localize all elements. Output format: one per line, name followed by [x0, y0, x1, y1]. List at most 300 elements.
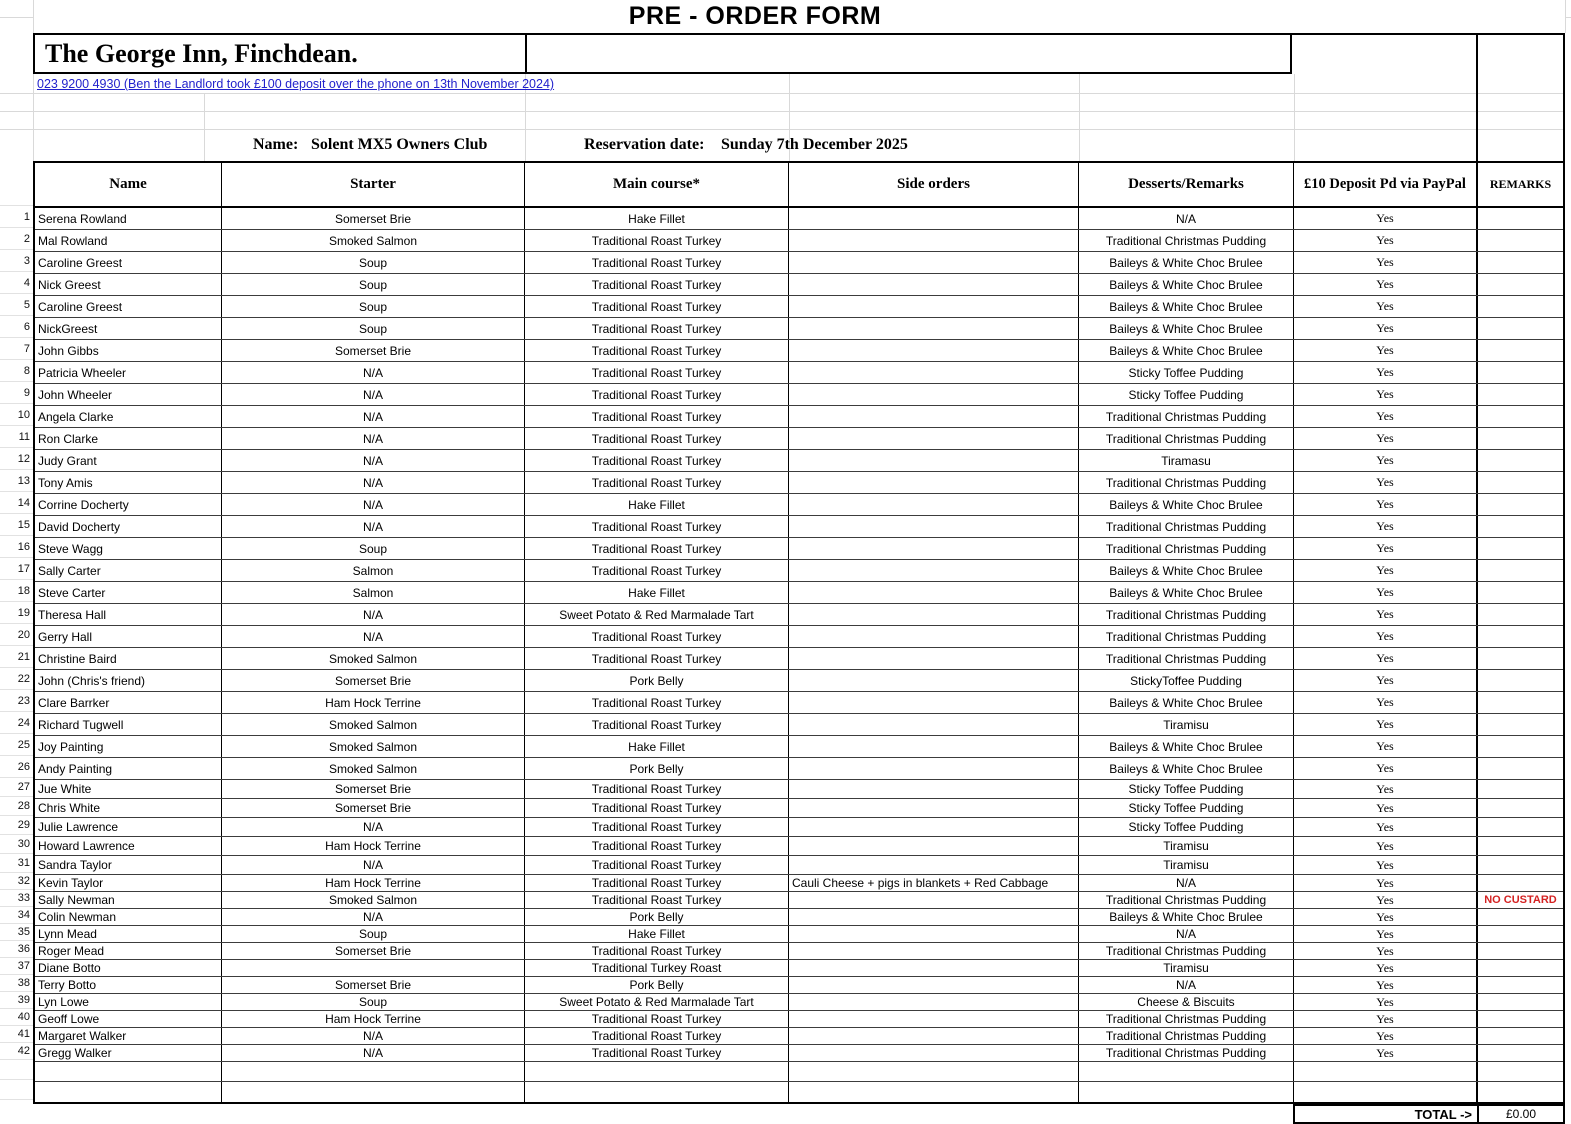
cell-remarks[interactable] — [1476, 1011, 1563, 1027]
cell-starter[interactable]: Smoked Salmon — [222, 230, 525, 251]
cell-remarks[interactable] — [1476, 626, 1563, 647]
cell-dessert[interactable]: Tiramisu — [1079, 837, 1294, 855]
cell-dessert[interactable]: Tiramisu — [1079, 714, 1294, 735]
cell-side-orders[interactable] — [789, 252, 1079, 273]
cell-side-orders[interactable] — [789, 943, 1079, 959]
cell-side-orders[interactable] — [789, 582, 1079, 603]
cell-remarks[interactable] — [1476, 538, 1563, 559]
cell-dessert[interactable]: Baileys & White Choc Brulee — [1079, 692, 1294, 713]
cell-main-course[interactable]: Hake Fillet — [525, 582, 789, 603]
cell-deposit[interactable]: Yes — [1376, 299, 1394, 313]
cell-dessert[interactable]: Traditional Christmas Pudding — [1079, 516, 1294, 537]
cell-deposit[interactable]: Yes — [1376, 629, 1394, 643]
cell-remarks[interactable] — [1476, 428, 1563, 449]
cell-name[interactable]: Angela Clarke — [35, 406, 222, 427]
cell-side-orders[interactable] — [789, 230, 1079, 251]
cell-name[interactable]: Gregg Walker — [35, 1045, 222, 1061]
total-value-cell[interactable]: £0.00 — [1477, 1104, 1565, 1124]
cell-starter[interactable]: Somerset Brie — [222, 780, 525, 798]
cell-dessert[interactable]: N/A — [1079, 977, 1294, 993]
cell-starter[interactable]: Somerset Brie — [222, 977, 525, 993]
cell-remarks[interactable] — [1476, 837, 1563, 855]
cell-name[interactable] — [35, 1082, 222, 1102]
cell-main-course[interactable]: Traditional Roast Turkey — [525, 516, 789, 537]
cell-side-orders[interactable] — [789, 604, 1079, 625]
cell-main-course[interactable]: Traditional Roast Turkey — [525, 875, 789, 891]
cell-name[interactable]: John Gibbs — [35, 340, 222, 361]
cell-starter[interactable]: Soup — [222, 296, 525, 317]
cell-dessert[interactable]: Sticky Toffee Pudding — [1079, 780, 1294, 798]
cell-deposit[interactable]: Yes — [1376, 717, 1394, 731]
cell-name[interactable]: Jue White — [35, 780, 222, 798]
cell-main-course[interactable]: Traditional Roast Turkey — [525, 1028, 789, 1044]
cell-name[interactable]: Ron Clarke — [35, 428, 222, 449]
cell-name[interactable]: Gerry Hall — [35, 626, 222, 647]
cell-starter[interactable]: N/A — [222, 450, 525, 471]
cell-name[interactable]: Judy Grant — [35, 450, 222, 471]
cell-main-course[interactable]: Pork Belly — [525, 670, 789, 691]
cell-dessert[interactable]: Traditional Christmas Pudding — [1079, 428, 1294, 449]
cell-name[interactable]: Mal Rowland — [35, 230, 222, 251]
cell-remarks[interactable] — [1476, 799, 1563, 817]
cell-name[interactable]: Clare Barrker — [35, 692, 222, 713]
cell-starter[interactable]: Smoked Salmon — [222, 892, 525, 908]
cell-remarks[interactable] — [1476, 296, 1563, 317]
cell-remarks[interactable] — [1476, 818, 1563, 836]
cell-name[interactable]: Howard Lawrence — [35, 837, 222, 855]
cell-deposit[interactable]: Yes — [1376, 563, 1394, 577]
cell-starter[interactable]: Soup — [222, 926, 525, 942]
cell-deposit[interactable]: Yes — [1376, 819, 1394, 834]
reservation-date-value[interactable]: Sunday 7th December 2025 — [721, 136, 908, 153]
cell-name[interactable]: Terry Botto — [35, 977, 222, 993]
cell-remarks[interactable] — [1476, 472, 1563, 493]
cell-main-course[interactable]: Traditional Roast Turkey — [525, 856, 789, 874]
cell-side-orders[interactable] — [789, 714, 1079, 735]
cell-name[interactable]: NickGreest — [35, 318, 222, 339]
cell-main-course[interactable]: Traditional Roast Turkey — [525, 318, 789, 339]
cell-main-course[interactable]: Sweet Potato & Red Marmalade Tart — [525, 994, 789, 1010]
cell-deposit[interactable]: Yes — [1376, 761, 1394, 775]
cell-main-course[interactable]: Traditional Roast Turkey — [525, 1045, 789, 1061]
cell-remarks[interactable] — [1476, 714, 1563, 735]
cell-side-orders[interactable] — [789, 799, 1079, 817]
cell-remarks[interactable] — [1476, 692, 1563, 713]
cell-side-orders[interactable] — [789, 960, 1079, 976]
cell-starter[interactable]: N/A — [222, 604, 525, 625]
cell-name[interactable]: Caroline Greest — [35, 296, 222, 317]
cell-name[interactable]: Tony Amis — [35, 472, 222, 493]
cell-name[interactable]: Steve Wagg — [35, 538, 222, 559]
cell-main-course[interactable]: Traditional Roast Turkey — [525, 450, 789, 471]
cell-main-course[interactable]: Hake Fillet — [525, 736, 789, 757]
cell-name[interactable]: Serena Rowland — [35, 208, 222, 229]
cell-dessert[interactable]: Sticky Toffee Pudding — [1079, 818, 1294, 836]
cell-dessert[interactable]: Sticky Toffee Pudding — [1079, 384, 1294, 405]
cell-remarks[interactable] — [1476, 977, 1563, 993]
cell-main-course[interactable]: Traditional Turkey Roast — [525, 960, 789, 976]
cell-dessert[interactable]: Baileys & White Choc Brulee — [1079, 758, 1294, 779]
cell-remarks[interactable] — [1476, 648, 1563, 669]
cell-remarks[interactable] — [1476, 780, 1563, 798]
cell-deposit[interactable]: Yes — [1376, 1011, 1394, 1026]
cell-starter[interactable]: N/A — [222, 516, 525, 537]
cell-remarks[interactable] — [1476, 252, 1563, 273]
cell-remarks[interactable] — [1476, 960, 1563, 976]
cell-name[interactable]: Theresa Hall — [35, 604, 222, 625]
cell-main-course[interactable]: Traditional Roast Turkey — [525, 626, 789, 647]
cell-starter[interactable]: N/A — [222, 406, 525, 427]
cell-deposit[interactable]: Yes — [1376, 607, 1394, 621]
cell-main-course[interactable]: Traditional Roast Turkey — [525, 780, 789, 798]
cell-main-course[interactable]: Pork Belly — [525, 909, 789, 925]
cell-starter[interactable]: N/A — [222, 818, 525, 836]
cell-remarks[interactable] — [1476, 736, 1563, 757]
cell-deposit[interactable]: Yes — [1376, 365, 1394, 379]
cell-starter[interactable] — [222, 960, 525, 976]
cell-remarks[interactable] — [1476, 340, 1563, 361]
cell-name[interactable]: Caroline Greest — [35, 252, 222, 273]
cell-deposit[interactable]: Yes — [1376, 800, 1394, 815]
cell-remarks[interactable] — [1476, 856, 1563, 874]
cell-dessert[interactable]: Traditional Christmas Pudding — [1079, 538, 1294, 559]
cell-remarks[interactable] — [1476, 494, 1563, 515]
cell-main-course[interactable]: Traditional Roast Turkey — [525, 560, 789, 581]
cell-deposit[interactable]: Yes — [1376, 673, 1394, 687]
cell-main-course[interactable]: Pork Belly — [525, 758, 789, 779]
cell-starter[interactable]: Soup — [222, 538, 525, 559]
cell-deposit[interactable]: Yes — [1376, 739, 1394, 753]
cell-main-course[interactable]: Pork Belly — [525, 977, 789, 993]
cell-main-course[interactable]: Traditional Roast Turkey — [525, 428, 789, 449]
cell-side-orders[interactable] — [789, 780, 1079, 798]
cell-starter[interactable]: N/A — [222, 856, 525, 874]
cell-remarks[interactable] — [1476, 943, 1563, 959]
cell-dessert[interactable]: Baileys & White Choc Brulee — [1079, 252, 1294, 273]
cell-starter[interactable]: Soup — [222, 274, 525, 295]
cell-remarks[interactable] — [1476, 384, 1563, 405]
cell-main-course[interactable]: Hake Fillet — [525, 208, 789, 229]
cell-name[interactable]: Corrine Docherty — [35, 494, 222, 515]
cell-side-orders[interactable] — [789, 538, 1079, 559]
cell-dessert[interactable]: StickyToffee Pudding — [1079, 670, 1294, 691]
cell-remarks[interactable] — [1476, 909, 1563, 925]
cell-deposit[interactable]: Yes — [1376, 277, 1394, 291]
cell-deposit[interactable]: Yes — [1376, 857, 1394, 872]
cell-side-orders[interactable] — [789, 362, 1079, 383]
cell-name[interactable]: John Wheeler — [35, 384, 222, 405]
cell-main-course[interactable]: Traditional Roast Turkey — [525, 340, 789, 361]
cell-dessert[interactable]: Baileys & White Choc Brulee — [1079, 560, 1294, 581]
cell-dessert[interactable]: Traditional Christmas Pudding — [1079, 230, 1294, 251]
cell-deposit[interactable]: Yes — [1376, 211, 1394, 225]
cell-remarks[interactable] — [1476, 926, 1563, 942]
cell-name[interactable]: Joy Painting — [35, 736, 222, 757]
cell-dessert[interactable]: Traditional Christmas Pudding — [1079, 1011, 1294, 1027]
cell-main-course[interactable] — [525, 1082, 789, 1102]
cell-main-course[interactable]: Traditional Roast Turkey — [525, 538, 789, 559]
cell-starter[interactable]: Ham Hock Terrine — [222, 875, 525, 891]
cell-starter[interactable]: N/A — [222, 1045, 525, 1061]
cell-deposit[interactable]: Yes — [1376, 431, 1394, 445]
cell-side-orders[interactable] — [789, 670, 1079, 691]
cell-remarks[interactable] — [1476, 582, 1563, 603]
cell-deposit[interactable]: Yes — [1376, 781, 1394, 796]
cell-side-orders[interactable] — [789, 472, 1079, 493]
cell-remarks[interactable] — [1476, 230, 1563, 251]
cell-side-orders[interactable] — [789, 837, 1079, 855]
cell-side-orders[interactable] — [789, 736, 1079, 757]
cell-side-orders[interactable] — [789, 856, 1079, 874]
cell-deposit[interactable]: Yes — [1376, 233, 1394, 247]
cell-dessert[interactable]: Cheese & Biscuits — [1079, 994, 1294, 1010]
cell-deposit[interactable]: Yes — [1376, 453, 1394, 467]
cell-side-orders[interactable] — [789, 296, 1079, 317]
cell-name[interactable]: Margaret Walker — [35, 1028, 222, 1044]
cell-dessert[interactable]: Traditional Christmas Pudding — [1079, 626, 1294, 647]
cell-deposit[interactable]: Yes — [1376, 255, 1394, 269]
cell-dessert[interactable]: Sticky Toffee Pudding — [1079, 362, 1294, 383]
cell-deposit[interactable]: Yes — [1376, 409, 1394, 423]
cell-starter[interactable]: Ham Hock Terrine — [222, 837, 525, 855]
cell-deposit[interactable]: Yes — [1376, 387, 1394, 401]
cell-side-orders[interactable] — [789, 560, 1079, 581]
cell-dessert[interactable]: Traditional Christmas Pudding — [1079, 943, 1294, 959]
cell-name[interactable]: Sally Carter — [35, 560, 222, 581]
cell-main-course[interactable]: Traditional Roast Turkey — [525, 714, 789, 735]
cell-starter[interactable]: Somerset Brie — [222, 208, 525, 229]
cell-remarks[interactable] — [1476, 362, 1563, 383]
cell-dessert[interactable]: Traditional Christmas Pudding — [1079, 1028, 1294, 1044]
cell-main-course[interactable]: Traditional Roast Turkey — [525, 837, 789, 855]
cell-starter[interactable] — [222, 1062, 525, 1081]
cell-starter[interactable]: Soup — [222, 994, 525, 1010]
cell-name[interactable]: Julie Lawrence — [35, 818, 222, 836]
cell-deposit[interactable]: Yes — [1376, 321, 1394, 335]
cell-name[interactable]: Patricia Wheeler — [35, 362, 222, 383]
cell-starter[interactable]: N/A — [222, 472, 525, 493]
cell-remarks[interactable] — [1476, 875, 1563, 891]
cell-dessert[interactable]: Traditional Christmas Pudding — [1079, 604, 1294, 625]
cell-side-orders[interactable] — [789, 406, 1079, 427]
cell-name[interactable]: Colin Newman — [35, 909, 222, 925]
cell-main-course[interactable]: Traditional Roast Turkey — [525, 296, 789, 317]
cell-side-orders[interactable] — [789, 516, 1079, 537]
cell-dessert[interactable]: Sticky Toffee Pudding — [1079, 799, 1294, 817]
cell-deposit[interactable]: Yes — [1376, 1045, 1394, 1060]
cell-side-orders[interactable] — [789, 1045, 1079, 1061]
cell-name[interactable]: Kevin Taylor — [35, 875, 222, 891]
cell-main-course[interactable]: Sweet Potato & Red Marmalade Tart — [525, 604, 789, 625]
cell-starter[interactable]: Salmon — [222, 560, 525, 581]
cell-deposit[interactable]: Yes — [1376, 977, 1394, 992]
cell-side-orders[interactable] — [789, 692, 1079, 713]
cell-starter[interactable]: N/A — [222, 428, 525, 449]
cell-main-course[interactable]: Traditional Roast Turkey — [525, 252, 789, 273]
cell-remarks[interactable] — [1476, 274, 1563, 295]
cell-starter[interactable]: N/A — [222, 1028, 525, 1044]
phone-link[interactable]: 023 9200 4930 (Ben the Landlord took £100 deposit over the phone on 13th November 2024) — [37, 77, 555, 91]
cell-dessert[interactable]: Tiramasu — [1079, 450, 1294, 471]
cell-side-orders[interactable] — [789, 758, 1079, 779]
cell-main-course[interactable]: Hake Fillet — [525, 926, 789, 942]
cell-deposit[interactable]: Yes — [1376, 943, 1394, 958]
cell-side-orders[interactable] — [789, 1082, 1079, 1102]
cell-main-course[interactable]: Traditional Roast Turkey — [525, 818, 789, 836]
cell-remarks[interactable] — [1476, 560, 1563, 581]
cell-dessert[interactable]: Traditional Christmas Pudding — [1079, 648, 1294, 669]
cell-dessert[interactable]: Baileys & White Choc Brulee — [1079, 340, 1294, 361]
cell-side-orders[interactable] — [789, 926, 1079, 942]
cell-deposit[interactable]: Yes — [1376, 695, 1394, 709]
cell-dessert[interactable]: Baileys & White Choc Brulee — [1079, 582, 1294, 603]
cell-name[interactable]: Geoff Lowe — [35, 1011, 222, 1027]
cell-remarks[interactable] — [1476, 1028, 1563, 1044]
cell-main-course[interactable]: Traditional Roast Turkey — [525, 1011, 789, 1027]
cell-deposit[interactable]: Yes — [1376, 497, 1394, 511]
cell-remarks[interactable] — [1476, 604, 1563, 625]
cell-main-course[interactable]: Traditional Roast Turkey — [525, 648, 789, 669]
cell-main-course[interactable] — [525, 1062, 789, 1081]
cell-starter[interactable]: Smoked Salmon — [222, 648, 525, 669]
cell-dessert[interactable]: Baileys & White Choc Brulee — [1079, 296, 1294, 317]
cell-dessert[interactable] — [1079, 1062, 1294, 1081]
cell-starter[interactable]: N/A — [222, 626, 525, 647]
cell-side-orders[interactable] — [789, 994, 1079, 1010]
cell-deposit[interactable]: Yes — [1376, 960, 1394, 975]
cell-deposit[interactable]: Yes — [1376, 541, 1394, 555]
cell-deposit[interactable]: Yes — [1376, 585, 1394, 599]
cell-remarks[interactable] — [1476, 450, 1563, 471]
cell-side-orders[interactable] — [789, 384, 1079, 405]
venue-name[interactable]: The George Inn, Finchdean. — [45, 39, 358, 68]
cell-starter[interactable]: Soup — [222, 318, 525, 339]
cell-remarks[interactable] — [1476, 406, 1563, 427]
cell-side-orders[interactable] — [789, 428, 1079, 449]
cell-starter[interactable]: Somerset Brie — [222, 799, 525, 817]
cell-remarks[interactable]: NO CUSTARD — [1476, 892, 1563, 908]
cell-starter[interactable]: Smoked Salmon — [222, 714, 525, 735]
cell-remarks[interactable] — [1476, 516, 1563, 537]
cell-main-course[interactable]: Traditional Roast Turkey — [525, 406, 789, 427]
cell-main-course[interactable]: Traditional Roast Turkey — [525, 799, 789, 817]
cell-deposit[interactable]: Yes — [1376, 892, 1394, 907]
cell-deposit[interactable]: Yes — [1376, 909, 1394, 924]
cell-dessert[interactable]: Baileys & White Choc Brulee — [1079, 909, 1294, 925]
cell-name[interactable]: Steve Carter — [35, 582, 222, 603]
cell-side-orders[interactable] — [789, 626, 1079, 647]
cell-dessert[interactable]: N/A — [1079, 926, 1294, 942]
cell-main-course[interactable]: Traditional Roast Turkey — [525, 274, 789, 295]
cell-name[interactable] — [35, 1062, 222, 1081]
cell-name[interactable]: John (Chris's friend) — [35, 670, 222, 691]
cell-starter[interactable]: Soup — [222, 252, 525, 273]
booking-name-value[interactable]: Solent MX5 Owners Club — [311, 136, 488, 153]
cell-dessert[interactable]: Baileys & White Choc Brulee — [1079, 274, 1294, 295]
cell-side-orders[interactable] — [789, 648, 1079, 669]
cell-dessert[interactable]: Baileys & White Choc Brulee — [1079, 318, 1294, 339]
cell-dessert[interactable]: Baileys & White Choc Brulee — [1079, 494, 1294, 515]
cell-remarks[interactable] — [1476, 1062, 1563, 1081]
cell-main-course[interactable]: Traditional Roast Turkey — [525, 384, 789, 405]
cell-deposit[interactable]: Yes — [1376, 994, 1394, 1009]
cell-dessert[interactable]: N/A — [1079, 208, 1294, 229]
cell-name[interactable]: David Docherty — [35, 516, 222, 537]
cell-dessert[interactable]: Tiramisu — [1079, 960, 1294, 976]
cell-remarks[interactable] — [1476, 318, 1563, 339]
cell-remarks[interactable] — [1476, 670, 1563, 691]
cell-starter[interactable]: N/A — [222, 909, 525, 925]
cell-remarks[interactable] — [1476, 1045, 1563, 1061]
cell-main-course[interactable]: Hake Fillet — [525, 494, 789, 515]
cell-remarks[interactable] — [1476, 758, 1563, 779]
cell-main-course[interactable]: Traditional Roast Turkey — [525, 692, 789, 713]
cell-starter[interactable] — [222, 1082, 525, 1102]
cell-dessert[interactable] — [1079, 1082, 1294, 1102]
cell-dessert[interactable]: Traditional Christmas Pudding — [1079, 472, 1294, 493]
cell-side-orders[interactable] — [789, 494, 1079, 515]
cell-deposit[interactable]: Yes — [1376, 519, 1394, 533]
cell-remarks[interactable] — [1476, 994, 1563, 1010]
cell-starter[interactable]: Ham Hock Terrine — [222, 692, 525, 713]
cell-main-course[interactable]: Traditional Roast Turkey — [525, 943, 789, 959]
cell-side-orders[interactable] — [789, 450, 1079, 471]
cell-side-orders[interactable] — [789, 909, 1079, 925]
cell-name[interactable]: Diane Botto — [35, 960, 222, 976]
cell-starter[interactable]: N/A — [222, 362, 525, 383]
cell-deposit[interactable]: Yes — [1376, 838, 1394, 853]
cell-deposit[interactable]: Yes — [1376, 1028, 1394, 1043]
cell-deposit[interactable]: Yes — [1376, 651, 1394, 665]
cell-starter[interactable]: Salmon — [222, 582, 525, 603]
cell-starter[interactable]: Somerset Brie — [222, 943, 525, 959]
cell-dessert[interactable]: Traditional Christmas Pudding — [1079, 892, 1294, 908]
cell-dessert[interactable]: Traditional Christmas Pudding — [1079, 406, 1294, 427]
cell-name[interactable]: Sally Newman — [35, 892, 222, 908]
cell-starter[interactable]: N/A — [222, 494, 525, 515]
cell-side-orders[interactable] — [789, 274, 1079, 295]
cell-main-course[interactable]: Traditional Roast Turkey — [525, 472, 789, 493]
cell-side-orders[interactable] — [789, 318, 1079, 339]
cell-side-orders[interactable] — [789, 818, 1079, 836]
cell-main-course[interactable]: Traditional Roast Turkey — [525, 230, 789, 251]
cell-dessert[interactable]: Traditional Christmas Pudding — [1079, 1045, 1294, 1061]
cell-name[interactable]: Nick Greest — [35, 274, 222, 295]
cell-name[interactable]: Lyn Lowe — [35, 994, 222, 1010]
cell-name[interactable]: Roger Mead — [35, 943, 222, 959]
cell-side-orders[interactable] — [789, 340, 1079, 361]
cell-main-course[interactable]: Traditional Roast Turkey — [525, 362, 789, 383]
cell-remarks[interactable] — [1476, 208, 1563, 229]
cell-name[interactable]: Lynn Mead — [35, 926, 222, 942]
cell-deposit[interactable]: Yes — [1376, 875, 1394, 890]
cell-dessert[interactable]: N/A — [1079, 875, 1294, 891]
cell-dessert[interactable]: Baileys & White Choc Brulee — [1079, 736, 1294, 757]
cell-side-orders[interactable] — [789, 892, 1079, 908]
cell-name[interactable]: Chris White — [35, 799, 222, 817]
cell-name[interactable]: Sandra Taylor — [35, 856, 222, 874]
cell-deposit[interactable]: Yes — [1376, 475, 1394, 489]
cell-side-orders[interactable]: Cauli Cheese + pigs in blankets + Red Cabbage — [789, 875, 1079, 891]
cell-side-orders[interactable] — [789, 208, 1079, 229]
cell-deposit[interactable]: Yes — [1376, 926, 1394, 941]
cell-deposit[interactable]: Yes — [1376, 343, 1394, 357]
cell-name[interactable]: Christine Baird — [35, 648, 222, 669]
cell-starter[interactable]: N/A — [222, 384, 525, 405]
cell-starter[interactable]: Smoked Salmon — [222, 758, 525, 779]
cell-side-orders[interactable] — [789, 977, 1079, 993]
cell-starter[interactable]: Somerset Brie — [222, 670, 525, 691]
